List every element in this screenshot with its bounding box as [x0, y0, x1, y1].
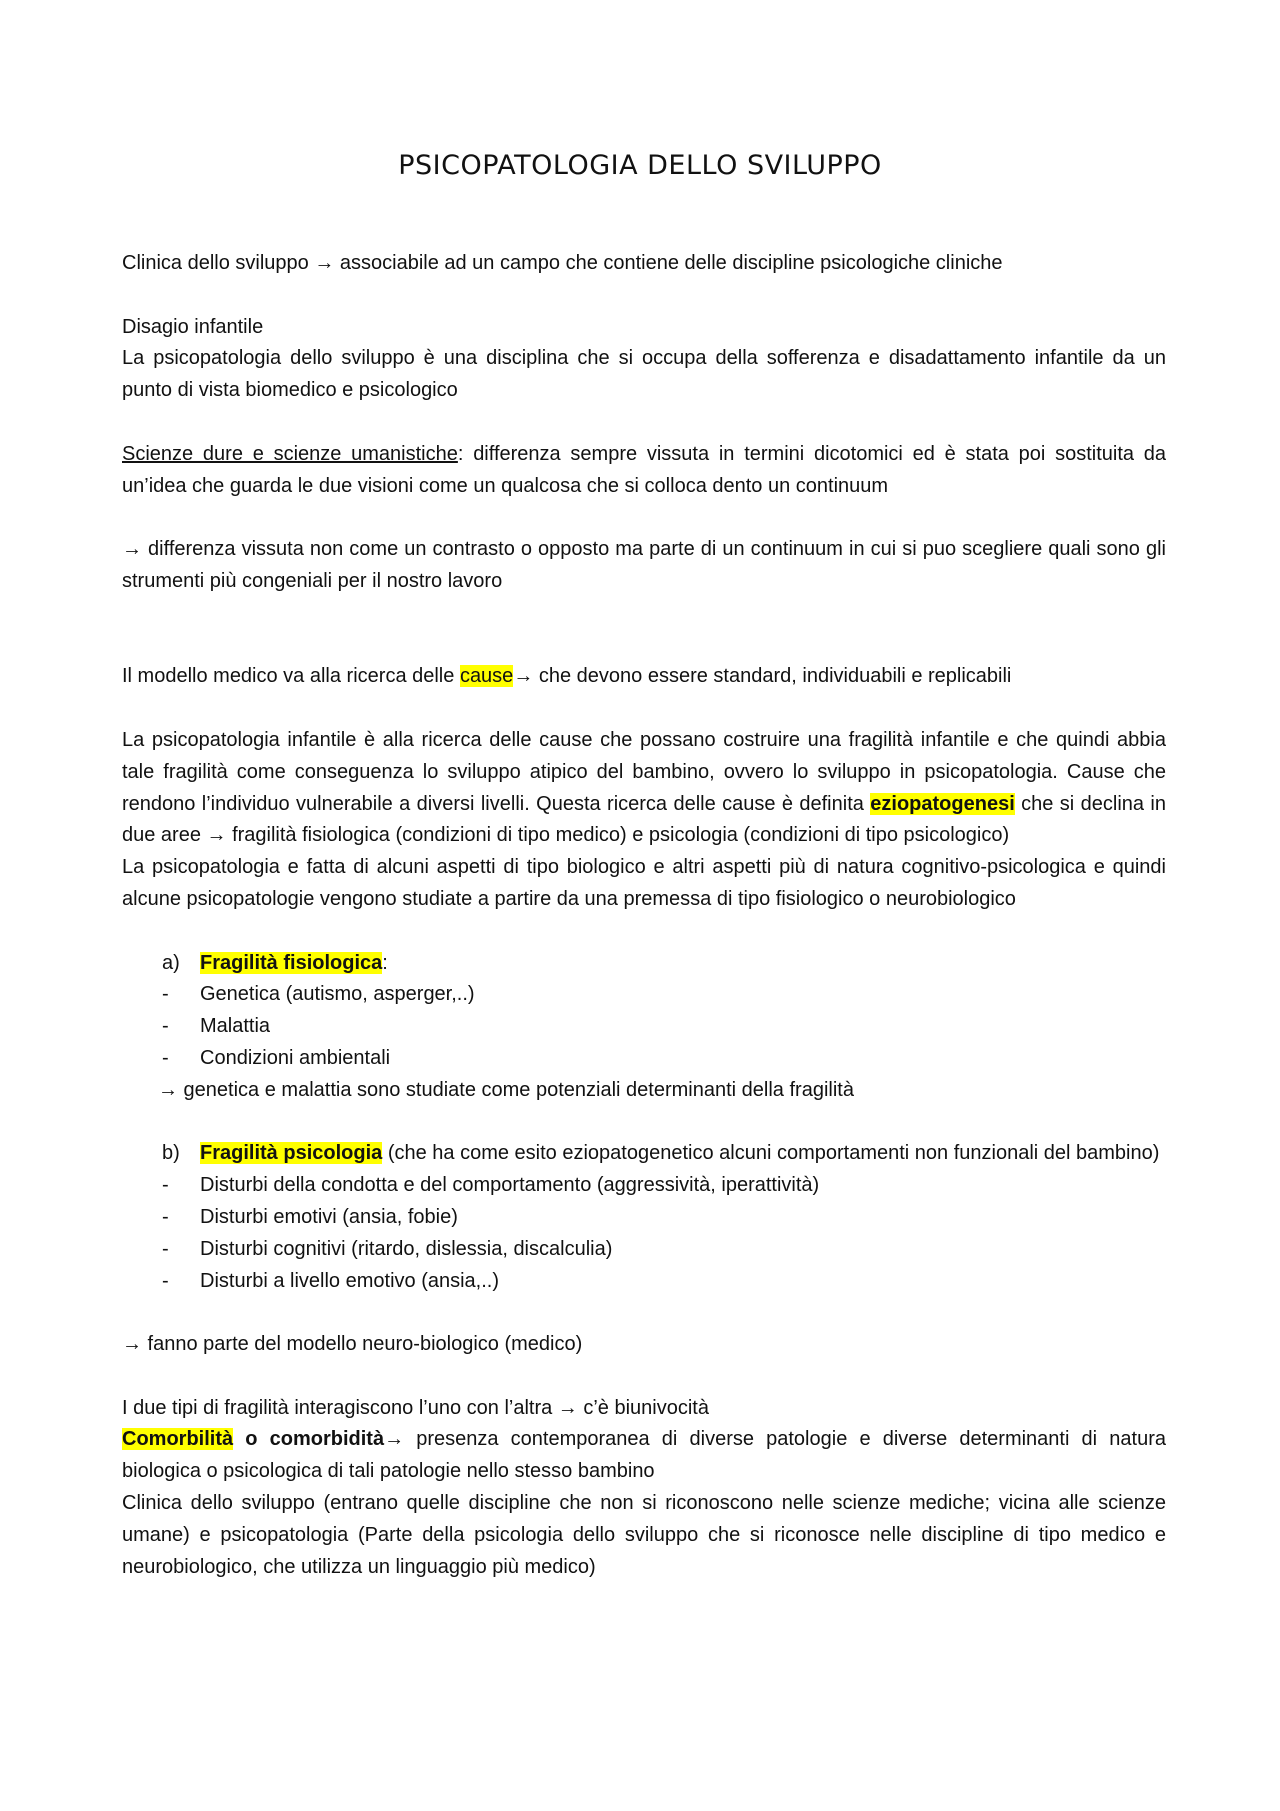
list-heading-a: a) Fragilità fisiologica:: [162, 951, 388, 974]
list-item: - Disturbi emotivi (ansia, fobie): [162, 1205, 458, 1228]
paragraph-disagio-heading: Disagio infantile: [122, 315, 264, 338]
document-body: [122, 248, 1166, 1583]
underlined-term: Scienze dure e scienze umanistiche: [122, 442, 458, 465]
highlight-fragilita-psicologia: Fragilità psicologia: [200, 1142, 383, 1165]
list-item: - Disturbi cognitivi (ritardo, dislessia, discalculia): [162, 1237, 613, 1260]
paragraph-aspetti: La psicopatologia e fatta di alcuni aspetti di tipo biologico e altri aspetti più di natura cognitivo-psicologica e quindi alcune psicopatologie vengono studiate a partire da una premessa di tipo fisiologico o neurobiologico: [122, 856, 1166, 910]
paragraph-modello-medico: Il modello medico va alla ricerca delle cause→ che devono essere standard, individuabili e replicabili: [122, 665, 1012, 688]
highlight-cause: cause: [459, 665, 514, 688]
list-item: - Condizioni ambientali: [162, 1046, 391, 1069]
highlight-eziopatogenesi: eziopatogenesi: [870, 792, 1015, 815]
highlight-comorbilita: Comorbilità: [122, 1428, 234, 1451]
paragraph-disagio: La psicopatologia dello sviluppo è una disciplina che si occupa della sofferenza e disadattamento infantile da un punto di vista biomedico e psicologico: [122, 347, 1166, 402]
list-item: - Disturbi della condotta e del comportamento (aggressività, iperattività): [162, 1174, 820, 1197]
paragraph-biunivocita: I due tipi di fragilità interagiscono l’uno con l’altra → c’è biunivocità: [122, 1396, 709, 1419]
paragraph-comorbilita: Comorbilità o comorbidità→ presenza contemporanea di diverse patologie e diverse determinanti di natura biologica o psicologica di tali patologie nello stesso bambino: [122, 1428, 1166, 1483]
paragraph-neuro-biologico: → fanno parte del modello neuro-biologico (medico): [122, 1333, 583, 1356]
list-item: - Disturbi a livello emotivo (ansia,..): [162, 1269, 499, 1292]
paragraph-clinica-psicopatologia: Clinica dello sviluppo (entrano quelle discipline che non si riconoscono nelle scienze mediche; vicina alle scienze umane) e psicopatologia (Parte della psicologia dello sviluppo che si riconosce nelle discipline di tipo medico e neurobiologico, che utilizza un linguaggio più medico): [122, 1492, 1166, 1578]
paragraph-continuum: → differenza vissuta non come un contrasto o opposto ma parte di un continuum in cui si puo scegliere quali sono gli strumenti più congeniali per il nostro lavoro: [122, 538, 1166, 592]
paragraph-clinica: Clinica dello sviluppo → associabile ad un campo che contiene delle discipline psicologiche cliniche: [122, 252, 1003, 274]
list-item: - Genetica (autismo, asperger,..): [162, 983, 475, 1006]
list-item: - Malattia: [162, 1015, 271, 1038]
paragraph-eziopatogenesi: La psicopatologia infantile è alla ricerca delle cause che possano costruire una fragilità infantile e che quindi abbia tale fragilità come conseguenza lo sviluppo atipico del bambino, ovvero lo sviluppo in psicopatologia. Cause che rendono l’individuo vulnerabile a diversi livelli. Questa ricerca delle cause è definita eziopatogenesi che si declina in due aree → fragilità fisiologica (condizioni di tipo medico) e psicologia (condizioni di tipo psicologico): [122, 728, 1166, 847]
list-heading-b: b) Fragilità psicologia (che ha come esito eziopatogenetico alcuni comportamenti non funzionali del bambino): [162, 1142, 1160, 1165]
note-genetica: → genetica e malattia sono studiate come potenziali determinanti della fragilità: [158, 1078, 854, 1101]
highlight-fragilita-fisiologica: Fragilità fisiologica: [200, 951, 383, 974]
paragraph-scienze: Scienze dure e scienze umanistiche: differenza sempre vissuta in termini dicotomici ed è stata poi sostituita da un’idea che guarda le due visioni come un qualcosa che si colloca dento un continuum: [122, 442, 1167, 497]
page-title: PSICOPATOLOGIA DELLO SVILUPPO: [398, 150, 882, 181]
